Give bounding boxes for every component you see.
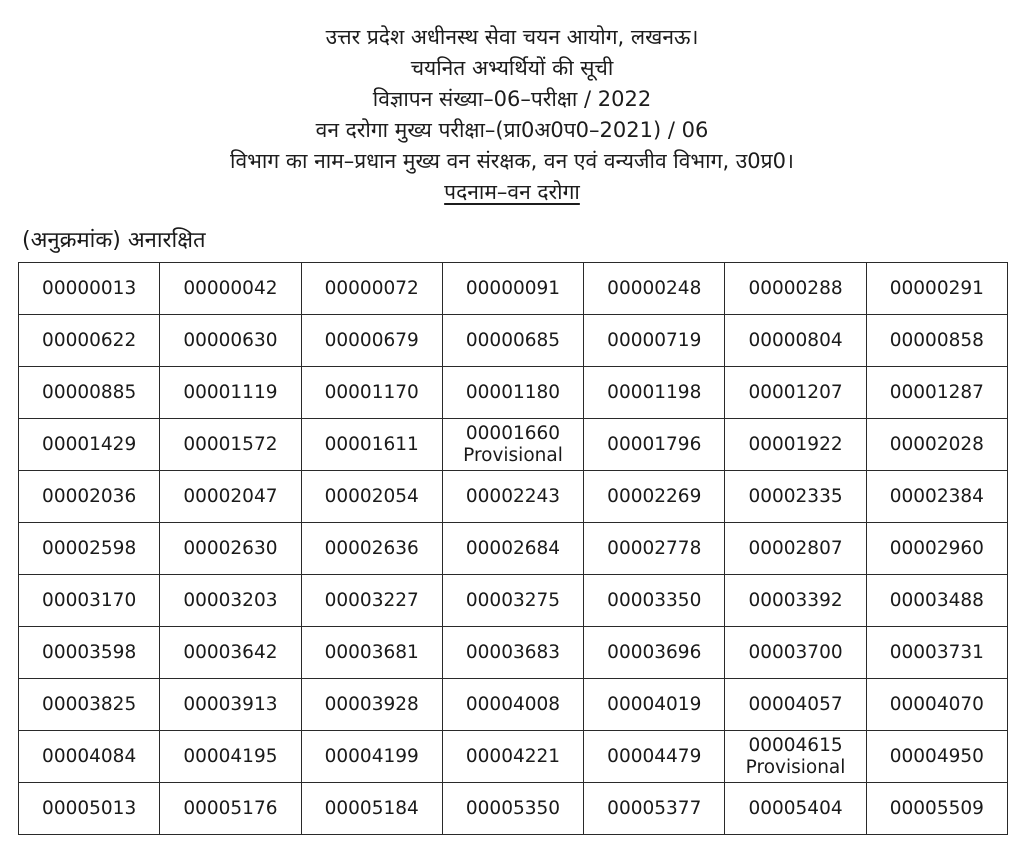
roll-number-cell (725, 263, 866, 315)
roll-number: 00000630 (183, 329, 278, 351)
roll-number: 00001796 (607, 433, 702, 455)
roll-number: 00002807 (748, 537, 843, 559)
roll-number: 00002778 (607, 537, 702, 559)
roll-number: 00002630 (183, 537, 278, 559)
roll-number-cell (301, 263, 442, 315)
roll-number: 00004950 (889, 745, 984, 767)
roll-number-cell (19, 575, 160, 627)
roll-number-cell (19, 367, 160, 419)
department-name: विभाग का नाम–प्रधान मुख्य वन संरक्षक, वन एवं वन्यजीव विभाग, उ0प्र0। (230, 149, 794, 173)
roll-number: 00004199 (324, 745, 419, 767)
roll-number: 00002047 (183, 485, 278, 507)
roll-number-cell (584, 367, 725, 419)
table-row (19, 523, 1008, 575)
roll-number-cell (584, 263, 725, 315)
roll-number-cell (584, 575, 725, 627)
roll-number-cell (301, 575, 442, 627)
roll-number: 00003642 (183, 641, 278, 663)
roll-number-cell (866, 315, 1007, 367)
table-row (19, 627, 1008, 679)
roll-number-cell (160, 471, 301, 523)
roll-number-cell (584, 627, 725, 679)
roll-number-cell (866, 679, 1007, 731)
roll-number: 00004084 (42, 745, 137, 767)
roll-number-cell (301, 471, 442, 523)
roll-number: 00003683 (465, 641, 561, 663)
roll-number: 00000622 (42, 329, 137, 351)
roll-number: 00002269 (607, 485, 702, 507)
roll-number: 00004019 (607, 693, 702, 715)
roll-number-cell (160, 367, 301, 419)
roll-number: 00003825 (42, 693, 137, 715)
roll-number-cell (301, 783, 442, 835)
roll-number-cell (584, 471, 725, 523)
roll-number: 00005184 (324, 797, 419, 819)
roll-number: 00003227 (324, 589, 419, 611)
roll-number-cell (301, 367, 442, 419)
roll-number: 00005013 (42, 797, 137, 819)
roll-number-cell (584, 679, 725, 731)
roll-number: 00001287 (889, 381, 984, 403)
roll-number-cell (725, 731, 866, 783)
roll-number-cell (160, 731, 301, 783)
roll-number-cell (866, 731, 1007, 783)
post-name (0, 177, 1024, 208)
roll-number-cell (442, 471, 583, 523)
roll-number-cell (301, 679, 442, 731)
roll-number: 00001922 (748, 433, 843, 455)
category-label: (अनुक्रमांक) अनारक्षित (22, 228, 206, 253)
roll-number: 00002335 (748, 485, 843, 507)
roll-number: 00005350 (465, 797, 561, 819)
roll-number: 00005509 (889, 797, 984, 819)
roll-number: 00003681 (324, 641, 419, 663)
roll-number-cell (725, 471, 866, 523)
roll-number: 00004479 (607, 745, 702, 767)
roll-number: 00002384 (889, 485, 984, 507)
roll-number: 00003170 (42, 589, 137, 611)
roll-number-cell (725, 419, 866, 471)
roll-number: 00000013 (42, 277, 137, 299)
roll-number: 00003700 (748, 641, 843, 663)
roll-number: 00000719 (607, 329, 702, 351)
roll-number-cell (442, 263, 583, 315)
advertisement-number: विज्ञापन संख्या–06–परीक्षा / 2022 (372, 87, 652, 111)
provisional-tag: Provisional (463, 444, 563, 466)
roll-number: 00001429 (42, 433, 137, 455)
roll-number-cell (866, 367, 1007, 419)
roll-number: 00000248 (607, 277, 702, 299)
roll-number: 00002960 (889, 537, 984, 559)
roll-number: 00002598 (42, 537, 137, 559)
roll-number-cell (725, 523, 866, 575)
roll-number-cell (442, 315, 583, 367)
roll-number: 00003928 (324, 693, 419, 715)
roll-number-cell (19, 627, 160, 679)
roll-number: 00000288 (748, 277, 843, 299)
roll-number: 00001207 (748, 381, 843, 403)
roll-number-table (18, 262, 1008, 835)
roll-number: 00004070 (889, 693, 984, 715)
roll-number: 00000072 (324, 277, 419, 299)
roll-number: 00001198 (607, 381, 702, 403)
table-row (19, 471, 1008, 523)
roll-number: 00003598 (42, 641, 137, 663)
roll-number: 00001572 (183, 433, 278, 455)
roll-number: 00001180 (465, 381, 561, 403)
roll-number: 00004008 (465, 693, 561, 715)
exam-name: वन दरोगा मुख्य परीक्षा–(प्रा0अ0प0–2021) / 06 (315, 118, 709, 142)
roll-number-cell (866, 419, 1007, 471)
roll-number-cell (442, 419, 583, 471)
roll-number: 00000685 (465, 329, 561, 351)
table-row (19, 575, 1008, 627)
roll-number: 00004615 (748, 734, 843, 756)
table-row (19, 731, 1008, 783)
roll-number: 00002636 (324, 537, 419, 559)
roll-number-cell (584, 731, 725, 783)
roll-number-cell (19, 263, 160, 315)
provisional-tag: Provisional (745, 756, 846, 778)
roll-number: 00002243 (465, 485, 561, 507)
roll-number: 00002684 (465, 537, 561, 559)
roll-number: 00001660 (465, 422, 561, 444)
roll-number-cell (19, 523, 160, 575)
roll-number-cell (584, 419, 725, 471)
roll-number-cell (725, 679, 866, 731)
roll-number: 00004221 (465, 745, 561, 767)
roll-number-cell (584, 783, 725, 835)
roll-number-cell (19, 731, 160, 783)
roll-number-cell (160, 575, 301, 627)
roll-number: 00000042 (183, 277, 278, 299)
roll-number-cell (160, 523, 301, 575)
roll-number: 00000679 (324, 329, 419, 351)
roll-number: 00000885 (42, 381, 137, 403)
roll-number: 00002028 (889, 433, 984, 455)
roll-number: 00004195 (183, 745, 278, 767)
roll-number-cell (160, 783, 301, 835)
roll-number: 00002054 (324, 485, 419, 507)
roll-number-table-body (19, 263, 1008, 835)
roll-number-cell (866, 575, 1007, 627)
roll-number-cell (301, 419, 442, 471)
roll-number-cell (442, 679, 583, 731)
table-row (19, 419, 1008, 471)
roll-number: 00003392 (748, 589, 843, 611)
roll-number-cell (584, 315, 725, 367)
roll-number: 00003696 (607, 641, 702, 663)
roll-number-cell (301, 627, 442, 679)
roll-number-cell (160, 679, 301, 731)
roll-number: 00000091 (465, 277, 561, 299)
roll-number-cell (301, 315, 442, 367)
roll-number-cell (725, 367, 866, 419)
roll-number-cell (19, 315, 160, 367)
roll-number: 00000804 (748, 329, 843, 351)
roll-number: 00001170 (324, 381, 419, 403)
roll-number-cell (301, 523, 442, 575)
roll-number-cell (866, 471, 1007, 523)
table-row (19, 315, 1008, 367)
roll-number: 00005377 (607, 797, 702, 819)
commission-name: उत्तर प्रदेश अधीनस्थ सेवा चयन आयोग, लखनऊ। (325, 25, 699, 49)
post-name-text: पदनाम–वन दरोगा (444, 180, 580, 204)
table-row (19, 679, 1008, 731)
roll-number: 00002036 (42, 485, 137, 507)
roll-number: 00005176 (183, 797, 278, 819)
roll-number-cell (160, 627, 301, 679)
roll-number-cell (19, 471, 160, 523)
roll-number: 00003275 (465, 589, 561, 611)
roll-number: 00003350 (607, 589, 702, 611)
roll-number-cell (301, 731, 442, 783)
roll-number-cell (866, 783, 1007, 835)
list-title: चयनित अभ्यर्थियों की सूची (410, 56, 614, 80)
roll-number-cell (19, 419, 160, 471)
roll-number-cell (442, 731, 583, 783)
roll-number-cell (442, 627, 583, 679)
roll-number-cell (725, 627, 866, 679)
roll-number-cell (725, 783, 866, 835)
roll-number: 00000291 (889, 277, 984, 299)
roll-number-cell (866, 263, 1007, 315)
roll-number-cell (442, 523, 583, 575)
roll-number-cell (160, 419, 301, 471)
roll-number: 00003913 (183, 693, 278, 715)
roll-number: 00001119 (183, 381, 278, 403)
roll-number: 00004057 (748, 693, 843, 715)
table-row (19, 783, 1008, 835)
roll-number-cell (725, 575, 866, 627)
roll-number-cell (442, 367, 583, 419)
roll-number: 00005404 (748, 797, 843, 819)
roll-number: 00003203 (183, 589, 278, 611)
table-row (19, 263, 1008, 315)
roll-number: 00003488 (889, 589, 984, 611)
roll-number: 00000858 (889, 329, 984, 351)
roll-number: 00003731 (889, 641, 984, 663)
roll-number-cell (866, 627, 1007, 679)
roll-number-cell (725, 315, 866, 367)
roll-number-cell (160, 315, 301, 367)
roll-number-cell (19, 679, 160, 731)
document-header (0, 22, 1024, 208)
roll-number: 00001611 (324, 433, 419, 455)
roll-number-cell (160, 263, 301, 315)
roll-number-cell (19, 783, 160, 835)
roll-number-cell (442, 575, 583, 627)
roll-number-cell (584, 523, 725, 575)
table-row (19, 367, 1008, 419)
roll-number-cell (442, 783, 583, 835)
roll-number-cell (866, 523, 1007, 575)
